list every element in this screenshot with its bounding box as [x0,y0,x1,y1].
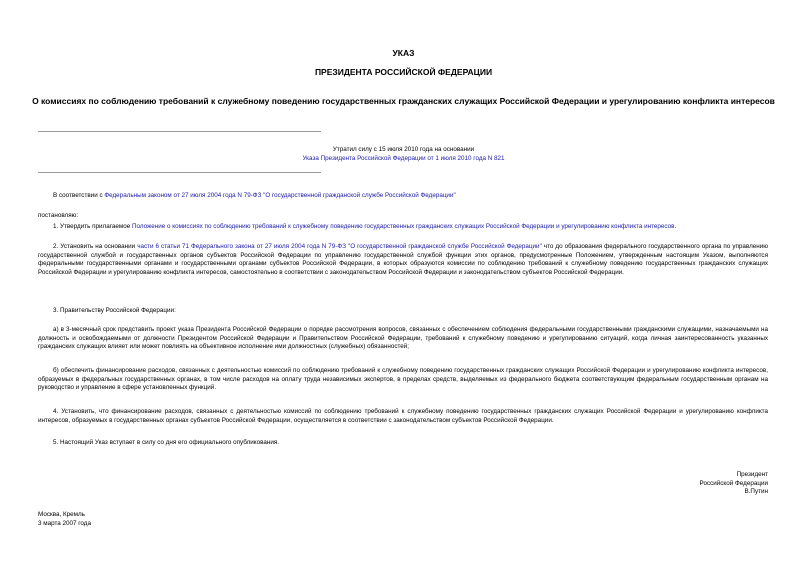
status-link[interactable]: Указа Президента Российской Федерации от 1 июля 2010 года N 821 [302,155,505,162]
paragraph-2-prefix: 2. Установить на основании [53,243,138,250]
paragraph-1-prefix: 1. Утвердить прилагаемое [53,223,132,230]
status-note: Утратил силу с 15 июля 2010 года на основании [332,146,475,153]
decree-heading: О комиссиях по соблюдению требований к служебному поведению государственных гражданских служащих Российской Федерации и урегулированию конфликта интересов [32,96,775,106]
paragraph-2-suffix: что до образования федерального государственного органа по управлению государственной службой и государственных органов субъектов Российской Федерации по управлению государственной службой функции этих органов, предусмотренные Положением, утвержденным настоящим Указом, выполняются федеральными государственными органами и государственными органами субъектов Российской Федерации, в которых образуются комиссии по соблюдению требований к служебному поведению государственных гражданских служащих Российской Федерации и урегулированию конфликта интересов, самостоятельно в соответствии с законодательством Российской Федерации и законодательством субъектов Российской Федерации. [38,243,768,276]
paragraph-1-suffix: . [674,223,677,230]
preamble-text: В соответствии с [53,192,105,199]
paragraph-5: 5. Настоящий Указ вступает в силу со дня его официального опубликования. [53,439,280,446]
preamble [53,192,768,201]
signature-title: Президент [736,471,768,478]
regulation-link[interactable]: Положение о комиссиях по соблюдению требований к служебному поведению государственных гражданских служащих Российской Федерации и урегулированию конфликта интересов [131,223,675,230]
signature-block [600,471,768,497]
document-type-title: УКАЗ [392,48,415,58]
federal-law-link[interactable]: Федеральным законом от 27 июля 2004 года N 79-ФЗ "О государственной гражданской службе Российской Федерации" [104,192,456,199]
issue-date: 3 марта 2007 года [38,519,91,527]
law-article-link[interactable]: части 6 статьи 71 Федерального закона от 27 июля 2004 года N 79-ФЗ "О государственной гражданской службе Российской Федерации" [137,243,542,250]
paragraph-3b: б) обеспечить финансирование расходов, связанных с деятельностью комиссий по соблюдению требований к служебному поведению государственных гражданских служащих Российской Федерации и урегулированию конфликта интересов, образуемых в федеральных государственных органах, в том числе расходов на оплату труда независимых экспертов, в пределах средств, выделяемых из федерального бюджета соответствующим федеральным государственным органам на руководство и управление в сфере установленных функций. [38,367,768,392]
place-date-block [38,511,91,528]
signature-country: Российской Федерации [699,479,768,487]
paragraph-4: 4. Установить, что финансирование расходов, связанных с деятельностью комиссий по соблюдению требований к служебному поведению государственных гражданских служащих Российской Федерации и урегулированию конфликта интересов, образуемых в государственных органах субъектов Российской Федерации, осуществляется в соответствии с законодательством субъектов Российской Федерации. [38,408,768,424]
top-divider [38,131,321,132]
issue-place: Москва, Кремль [38,511,85,518]
paragraph-1 [38,223,768,232]
issuer-title: ПРЕЗИДЕНТА РОССИЙСКОЙ ФЕДЕРАЦИИ [314,67,493,77]
signature-name: В.Путин [744,488,768,496]
paragraph-2 [38,243,768,277]
paragraph-3a: а) в 3-месячный срок представить проект указа Президента Российской Федерации о порядке рассмотрения вопросов, связанных с обеспечением соблюдения федеральными государственными гражданскими служащими, назначаемыми на должность и освобождаемыми от должности Президентом Российской Федерации и Правительством Российской Федерации, требований к служебному поведению и урегулированию ситуаций, когда личная заинтересованность указанных гражданских служащих влияет или может повлиять на объективное исполнение ими должностных (служебных) обязанностей; [38,326,768,351]
bottom-divider [38,172,321,173]
paragraph-3: 3. Правительству Российской Федерации: [53,307,176,314]
decree-word: постановляю: [38,212,79,219]
